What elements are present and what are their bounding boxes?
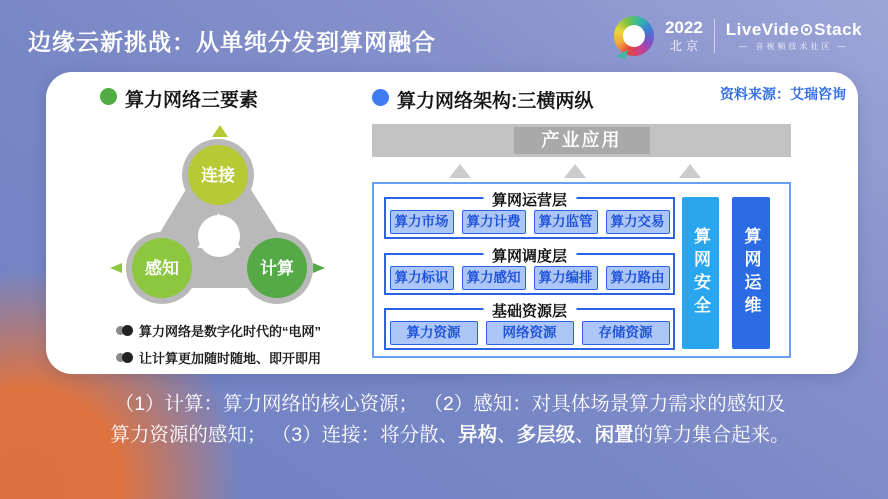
gray-up-arrow-icon [449,164,471,178]
right-panel-title: 算力网络架构:三横两纵 [397,91,594,112]
logo-city: 北京 [669,38,702,53]
bullet-text: 让计算更加随时随地、即开即用 [139,351,322,366]
footer-line1: （1）计算：算力网络的核心资源； （2）感知：对具体场景算力需求的感知及 [114,393,786,415]
conference-logo [614,16,862,56]
chip: 存储资源 [582,321,670,345]
layer-resource [384,303,675,350]
blue-bullet-icon [372,89,389,106]
arrow-left-icon [110,263,122,273]
chip: 网络资源 [486,321,574,345]
chip: 算力监管 [534,210,598,234]
chip: 算力市场 [390,210,454,234]
chip: 算力交易 [606,210,670,234]
logo-divider [714,19,715,53]
source-note: 资料来源：艾瑞咨询 [720,86,846,102]
chip: 算力计费 [462,210,526,234]
content-card [46,72,858,374]
three-elements-diagram [100,125,335,325]
bullet-item [116,348,321,367]
arrow-up-icon [212,125,228,137]
bold-term: 多层级 [516,424,576,446]
chip: 算力路由 [606,266,670,290]
node-label-compute: 计算 [260,259,294,278]
chip: 算力编排 [534,266,598,290]
chip: 算力标识 [390,266,454,290]
layer-operation-items [386,210,673,234]
chip: 算力资源 [390,321,478,345]
double-dot-bullet-icon [116,325,133,336]
rainbow-ring-logo-icon [614,16,654,56]
center-hole [198,215,240,257]
vertical-bar-operations: 算网运维 [732,197,770,349]
layer-scheduling-items [386,266,673,290]
logo-year: 2022 [664,18,703,38]
vertical-bar-security: 算网安全 [682,197,719,349]
slide-title: 边缘云新挑战：从单纯分发到算网融合 [28,29,436,55]
industry-application-label: 产业应用 [514,127,650,154]
green-bullet-icon [100,88,117,105]
brand-subtitle: — 音视频技术社区 — [739,42,849,52]
layer-operation-title: 算网运营层 [483,189,576,210]
bold-term: 异构 [458,424,498,446]
arrow-right-icon [313,263,325,273]
layer-scheduling-title: 算网调度层 [483,245,576,266]
double-dot-bullet-icon [116,352,133,363]
node-label-perceive: 感知 [145,259,179,278]
node-label-connect: 连接 [201,166,235,185]
layer-resource-title: 基础资源层 [483,300,576,321]
footer-notes [40,389,860,451]
left-panel-title: 算力网络三要素 [125,90,259,111]
logo-year-block [665,19,703,53]
bullet-item [116,321,321,340]
chip: 算力感知 [462,266,526,290]
industry-application-bar [372,124,791,157]
gray-up-arrow-icon [564,164,586,178]
layer-scheduling [384,248,675,295]
layer-resource-items [386,321,673,345]
architecture-outer-box [372,182,791,358]
bullet-text: 算力网络是数字化时代的“电网” [139,324,322,339]
bold-term: 闲置 [594,424,634,446]
brand-wordmark: LiveVide⊙Stack [725,20,862,39]
left-panel-bullets [116,321,321,375]
brand-logo [726,20,862,52]
gray-up-arrow-icon [679,164,701,178]
footer-line2: 算力资源的感知； （3）连接：将分散、异构、多层级、闲置的算力集合起来。 [110,424,790,446]
layer-operation [384,192,675,239]
